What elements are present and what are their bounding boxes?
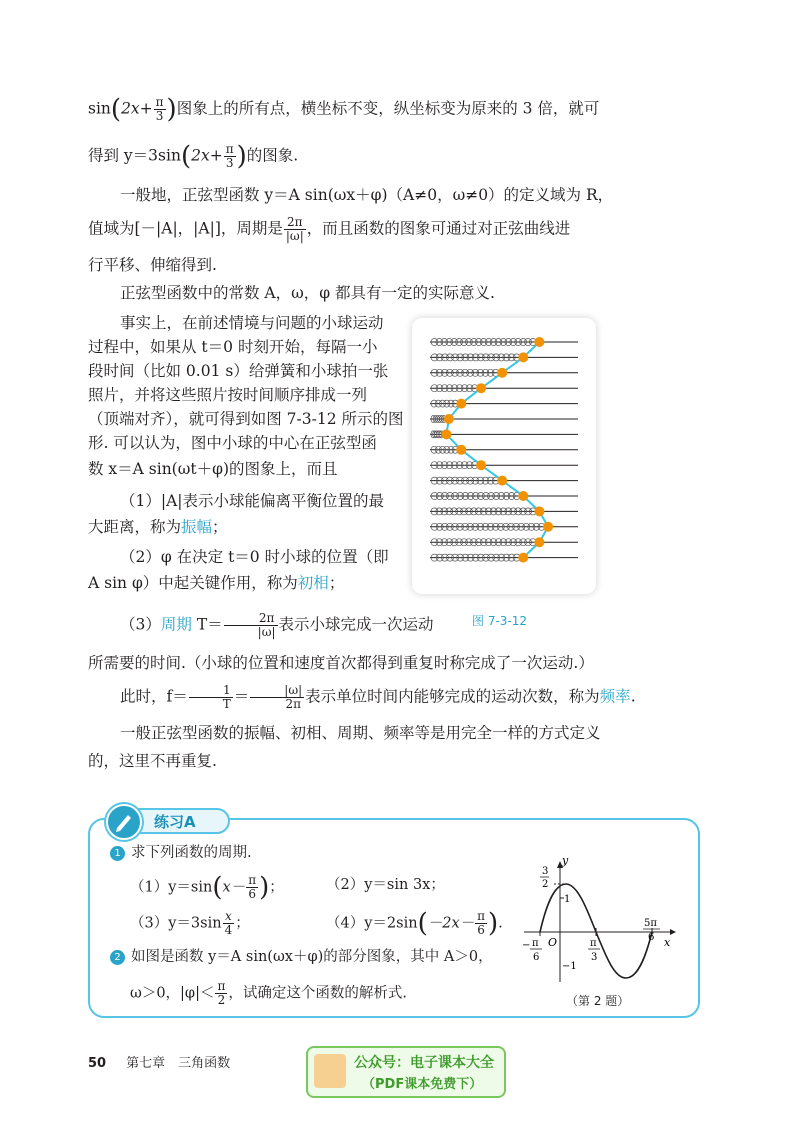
text: 大距离，称为 [88,518,182,536]
exercise-tag [106,806,246,832]
line-8: 过程中，如果从 t＝0 时刻开始，每隔一小 [88,338,378,356]
term-amplitude: 振幅 [181,518,213,536]
text: ，而且函数的图象可通过对正弦曲线进 [306,219,571,238]
question-2: 2 如图是函数 y＝A sin(ωx＋φ)的部分图象，其中 A＞0， [110,946,493,968]
ball [534,506,544,516]
tick-label: 6 [533,952,540,963]
line-6: 正弦型函数中的常数 A，ω，φ 都具有一定的实际意义. [120,284,495,302]
page-footer [88,1052,230,1071]
term-initial-phase: 初相 [297,574,329,592]
text: 2x+ [191,146,223,165]
ball [441,429,451,439]
line-20: 此时，f＝ $\frac{1}{T}$ ＝ $\frac{|\omega|}{2\pi}$ 表示单位时间内能够完成的运动次数，称为频率. [120,683,636,711]
tick-label: π [590,938,597,949]
figure-caption: 图 7-3-12 [472,614,528,628]
fraction: $\frac{|\omega|}{2\pi}$ [250,684,304,711]
text: 图象上的所有点，横坐标不变，纵坐标变为原来的 3 倍，就可 [176,99,600,118]
line-16: （2）φ 在决定 t＝0 时小球的位置（即 [120,548,389,566]
line-19: 所需要的时间.（小球的位置和速度首次都得到重复时称完成了一次运动.） [88,654,594,672]
tick-label: − [522,940,531,951]
tick-label: 2 [542,879,549,890]
line-5: 行平移、伸缩得到. [88,256,217,274]
line-9: 段时间（比如 0.01 s）给弹簧和小球拍一张 [88,362,389,380]
pencil-icon [106,804,142,840]
line-10: 照片，并将这些照片按时间顺序排成一列 [88,386,368,404]
line-12: 形. 可以认为，图中小球的中心在正弦型函 [88,434,377,452]
ball [543,522,553,532]
sine-graph [518,856,678,986]
tick-label: π [532,938,539,949]
fraction: $\frac{2\pi}{|\omega|}$ [285,215,304,243]
line-14: （1）|A|表示小球能偏离平衡位置的最 [120,492,385,510]
tick-label: 6 [648,932,655,943]
ball [534,537,544,547]
line-17: A sin φ）中起关键作用，称为初相； [88,574,345,592]
ball [534,337,544,347]
book-icon [314,1054,346,1088]
ball [456,445,466,455]
line-3: 一般地，正弦型函数 y＝A sin(ωx＋φ)（A≠0，ω≠0）的定义域为 R， [120,186,614,204]
ball [497,368,507,378]
watermark-banner [306,1046,506,1098]
ball [456,399,466,409]
line-1: sin(2x+ $\frac{\pi}{3}$ )图象上的所有点，横坐标不变，纵坐标变为原来的 3 倍，就可 [88,94,600,125]
x-axis-arrow [670,929,676,935]
question-number: 1 [110,846,125,861]
ball [518,352,528,362]
line-2: 得到 y＝3sin(2x+ $\frac{\pi}{3}$ )的图象. [88,141,299,172]
fraction: $\frac{\pi}{3}$ [155,95,164,123]
text: sin [88,99,111,118]
tick-label: 3 [542,866,549,877]
tick-label: 5π [644,918,657,929]
line-22: 的，这里不再重复. [88,752,217,770]
term-frequency: 频率 [599,687,631,706]
ball [476,383,486,393]
term-period: 周期 [160,615,192,634]
question-2-line-2: ω＞0，|φ|＜ $\frac{\pi}{2}$ ，试确定这个函数的解析式. [130,979,407,1007]
fraction: $\frac{2\pi}{|\omega|}$ [224,612,278,639]
ball [476,460,486,470]
line-11: （顶端对齐），就可得到如图 7-3-12 所示的图 [88,410,404,428]
line-18: （3）周期 T＝ $\frac{2\pi}{|\omega|}$ 表示小球完成一次运动 [120,611,434,639]
line-7: 事实上，在前述情境与问题的小球运动 [120,314,384,332]
sine-graph-svg [518,856,678,986]
question-1: 1 求下列函数的周期. [110,842,252,864]
tick-label: 3 [591,952,598,963]
page-number: 50 [88,1056,107,1071]
line-21: 一般正弦型函数的振幅、初相、周期、频率等是用完全一样的方式定义 [120,724,601,742]
question-1-part-2: （2）y＝sin 3x； [326,877,445,893]
watermark-line-2: （PDF课本免费下） [362,1077,483,1092]
chapter-label: 第七章 三角函数 [126,1056,231,1071]
ball [518,491,528,501]
ball [518,553,528,563]
spring-figure-svg [412,318,596,594]
tick-label: −1 [562,961,577,972]
question-1-part-3: （3）y＝3sin $\frac{x}{4}$ ； [130,909,250,937]
line-4 [88,216,628,243]
origin-label: O [548,936,558,949]
ball [497,476,507,486]
figure-spring-photos [412,318,596,594]
question-1-part-4: （4）y＝2sin(－2x－ $\frac{\pi}{6}$ ). [326,908,503,939]
x-axis-label: x [664,936,671,949]
watermark-line-1: 公众号：电子课本大全 [354,1055,494,1071]
ball [444,414,454,424]
line-15: 大距离，称为振幅； [88,518,228,536]
question-number: 2 [110,950,125,965]
fraction: $\frac{\pi}{3}$ [225,142,234,170]
exercise-title: 练习A [154,813,196,831]
y-axis-label: y [562,856,569,867]
fraction: $\frac{1}{T}$ [189,684,233,711]
text: 值域为[－|A|，|A|]，周期是 [88,219,283,238]
text: 的图象. [246,146,299,165]
line-13: 数 x＝A sin(ωt＋φ)的图象上，而且 [88,460,338,478]
question-1-part-1: （1）y＝sin(x－ $\frac{\pi}{6}$ )； [130,872,284,903]
text: 得到 y＝3sin [88,146,181,165]
text: 2x+ [121,99,153,118]
tick-label: 1 [564,894,571,905]
text: A sin φ）中起关键作用，称为 [88,574,298,592]
graph-caption: （第 2 题） [566,994,630,1008]
